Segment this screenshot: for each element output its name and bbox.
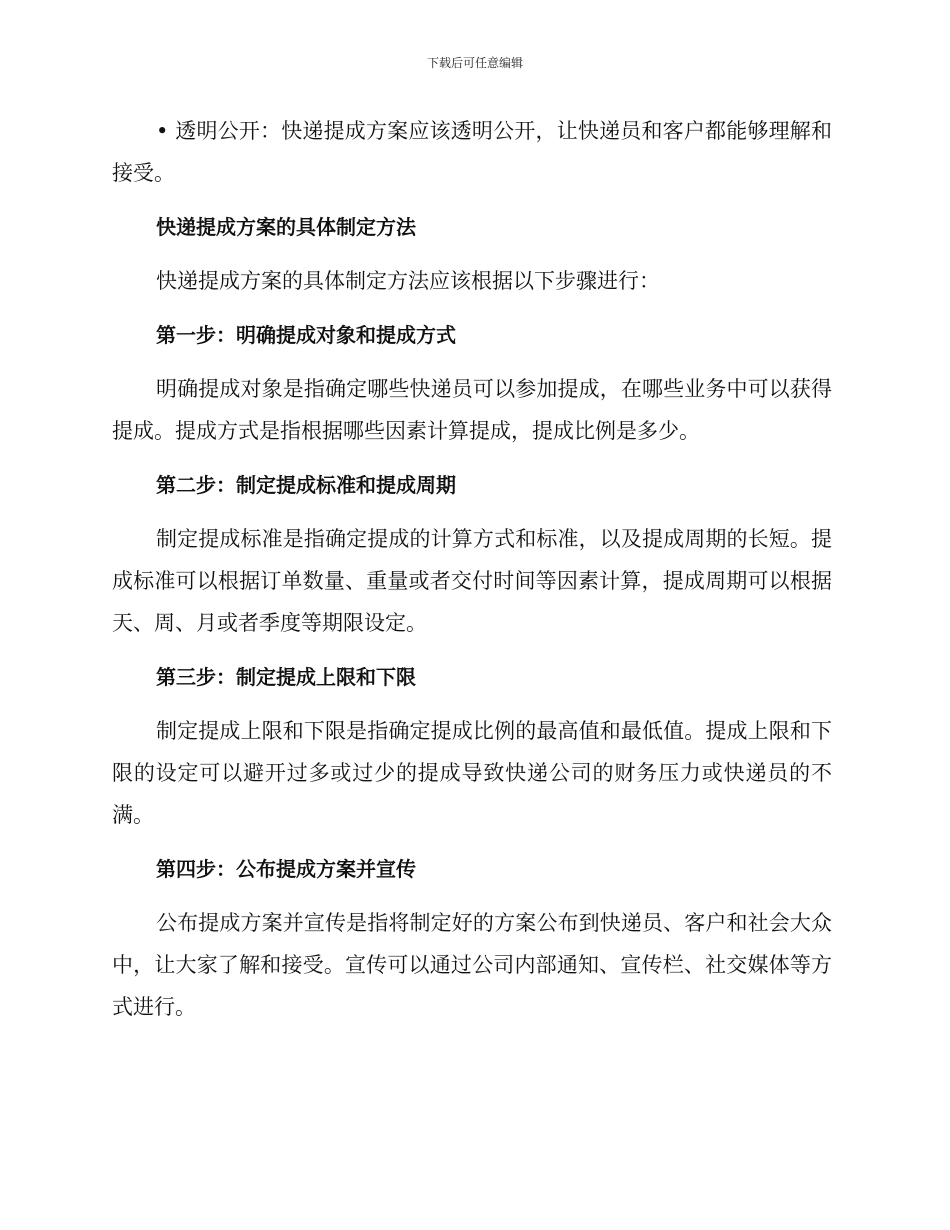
page-header: 下载后可任意编辑 xyxy=(426,56,523,70)
step-paragraph-3: 制定提成上限和下限是指确定提成比例的最高值和最低值。提成上限和下限的设定可以避开过多或过少的提成导致快递公司的财务压力或快递员的不满。 xyxy=(112,719,832,827)
paragraph-transparency: • 透明公开：快递提成方案应该透明公开，让快递员和客户都能够理解和接受。 xyxy=(112,119,832,185)
section-heading-method: 快递提成方案的具体制定方法 xyxy=(156,215,416,239)
step-heading-3: 第三步：制定提成上限和下限 xyxy=(156,665,416,689)
step-paragraph-4: 公布提成方案并宣传是指将制定好的方案公布到快递员、客户和社会大众中，让大家了解和接受。宣传可以通过公司内部通知、宣传栏、社交媒体等方式进行。 xyxy=(112,911,832,1019)
step-paragraph-1: 明确提成对象是指确定哪些快递员可以参加提成，在哪些业务中可以获得提成。提成方式是指根据哪些因素计算提成，提成比例是多少。 xyxy=(112,377,832,443)
step-heading-1: 第一步：明确提成对象和提成方式 xyxy=(156,323,456,347)
document-body xyxy=(112,110,832,1040)
step-paragraph-2: 制定提成标准是指确定提成的计算方式和标准，以及提成周期的长短。提成标准可以根据订单数量、重量或者交付时间等因素计算，提成周期可以根据天、周、月或者季度等期限设定。 xyxy=(112,527,832,635)
step-heading-4: 第四步：公布提成方案并宣传 xyxy=(156,857,416,881)
paragraph-method-intro: 快递提成方案的具体制定方法应该根据以下步骤进行： xyxy=(156,269,660,293)
step-heading-2: 第二步：制定提成标准和提成周期 xyxy=(156,473,456,497)
